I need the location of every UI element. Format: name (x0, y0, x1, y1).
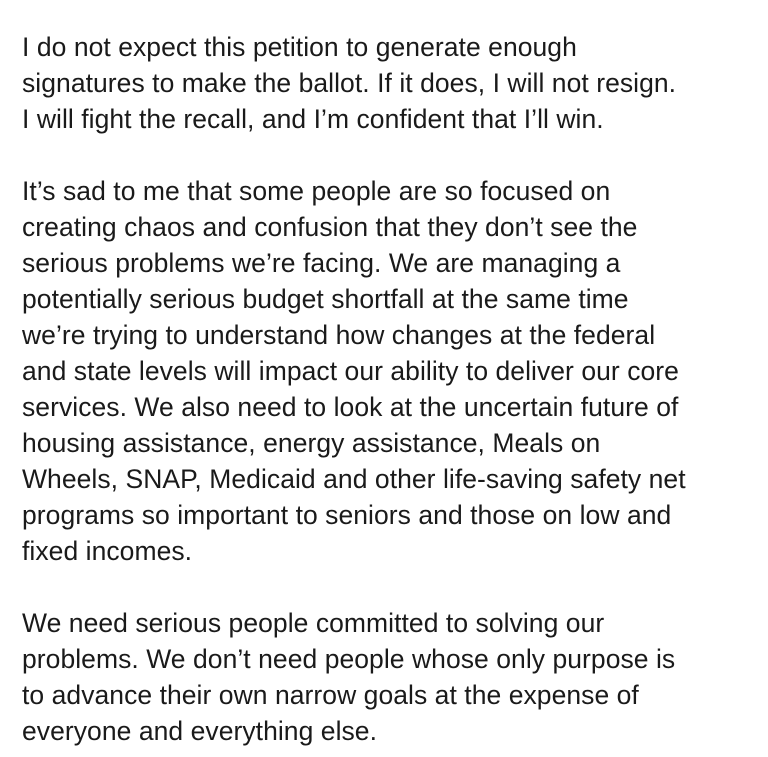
paragraph-3: We need serious people committed to solving our problems. We don’t need people whose only purpose is to advance their own narrow goals at the expense of everyone and everything else. (22, 608, 676, 746)
paragraph-spacer (22, 137, 746, 173)
paragraph-1: I do not expect this petition to generate enough signatures to make the ballot. If it does, I will not resign. I will fight the recall, and I’m confident that I’ll win. (22, 32, 677, 134)
paragraph-2: It’s sad to me that some people are so focused on creating chaos and confusion that they don’t see the serious problems we’re facing. We are managing a potentially serious budget shortfall at the same time we’re trying to understand how changes at the federal and state levels will impact our ability to deliver our core services. We also need to look at the uncertain future of housing assistance, energy assistance, Meals on Wheels, SNAP, Medicaid and other life-saving safety net programs so important to seniors and those on low and fixed incomes. (22, 176, 686, 566)
paragraph-spacer (22, 569, 746, 605)
